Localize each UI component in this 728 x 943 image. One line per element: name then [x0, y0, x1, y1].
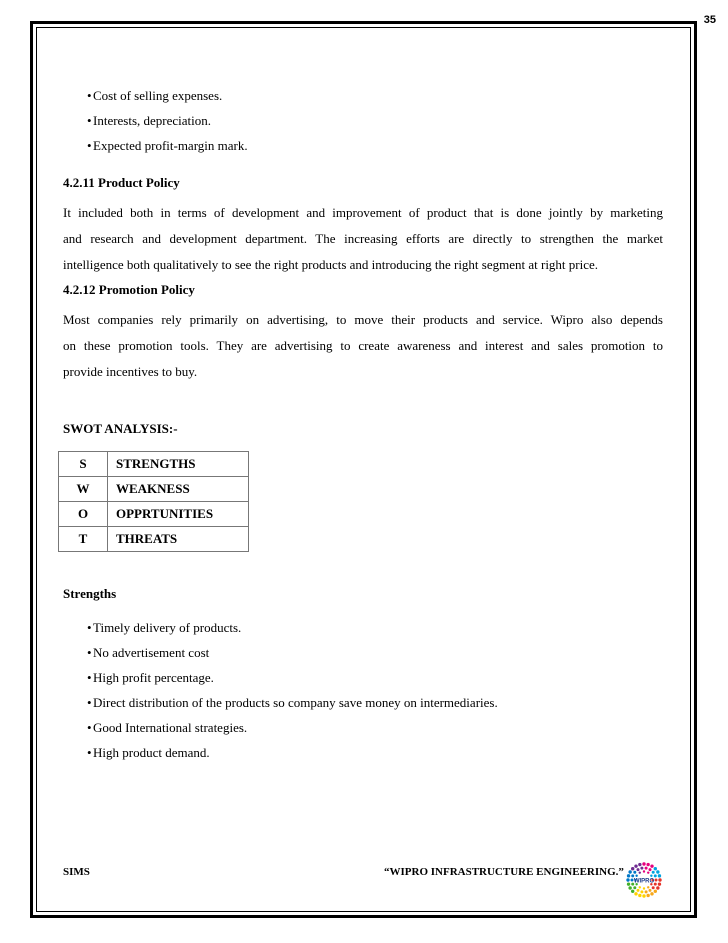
logo-dot: [652, 871, 655, 874]
logo-dot: [631, 890, 634, 893]
logo-dot: [654, 874, 657, 877]
logo-dot: [638, 894, 641, 897]
logo-dot: [628, 886, 631, 889]
logo-dot: [654, 867, 657, 870]
logo-dot: [639, 871, 641, 873]
strengths-heading: Strengths: [63, 586, 117, 601]
logo-dot: [634, 864, 637, 867]
logo-dot: [635, 875, 637, 877]
list-item: [63, 620, 663, 645]
list-item-text: High profit percentage.: [93, 670, 214, 685]
logo-dot: [647, 871, 649, 873]
paragraph-line: Most companies rely primarily on advertising, to move their products and service. Wipro also depends: [63, 312, 663, 327]
logo-dot: [633, 871, 636, 874]
list-item: [63, 138, 663, 163]
promotion-policy-paragraph: [63, 307, 663, 385]
logo-dot: [637, 889, 640, 892]
logo-dot: [645, 890, 648, 893]
paragraph-line: provide incentives to buy.: [63, 364, 198, 379]
bullet-icon: •: [87, 138, 92, 153]
wipro-logo-icon: [624, 860, 664, 900]
list-item-text: Good International strategies.: [93, 720, 248, 735]
bullet-icon: •: [87, 645, 92, 660]
list-item-text: High product demand.: [93, 745, 210, 760]
logo-dot: [654, 890, 657, 893]
logo-dot: [640, 890, 643, 893]
logo-dot: [642, 894, 645, 897]
list-item-text: Expected profit-margin mark.: [93, 138, 248, 153]
logo-dot: [650, 864, 653, 867]
logo-dot: [647, 886, 649, 888]
logo-dot: [652, 886, 655, 889]
logo-dot: [656, 886, 659, 889]
bullet-icon: •: [87, 620, 92, 635]
swot-letter: O: [59, 502, 108, 527]
logo-dot: [628, 870, 631, 873]
list-item-text: Interests, depreciation.: [93, 113, 212, 128]
product-policy-heading: 4.2.11 Product Policy: [63, 175, 180, 190]
swot-heading: SWOT ANALYSIS:-: [63, 421, 178, 436]
logo-dot: [637, 868, 640, 871]
logo-dot: [649, 889, 652, 892]
swot-word: THREATS: [108, 527, 249, 552]
list-item: [63, 745, 663, 770]
bullet-icon: •: [87, 113, 92, 128]
bullet-icon: •: [87, 745, 92, 760]
list-item-text: Timely delivery of products.: [93, 620, 242, 635]
swot-letter: T: [59, 527, 108, 552]
bullet-icon: •: [87, 670, 92, 685]
logo-dot: [650, 892, 653, 895]
page-content: [63, 80, 663, 770]
paragraph-line: intelligence both qualitatively to see the right products and introducing the right segment at right price.: [63, 257, 599, 272]
logo-dot: [656, 870, 659, 873]
logo-dot: [643, 870, 645, 872]
footer-left-text: SIMS: [63, 866, 90, 878]
logo-dot: [650, 875, 652, 877]
table-row: [59, 527, 249, 552]
swot-table: [58, 451, 249, 552]
logo-dot: [642, 862, 645, 865]
list-item: [63, 720, 663, 745]
list-item: [63, 670, 663, 695]
swot-word: STRENGTHS: [108, 452, 249, 477]
paragraph-line: on these promotion tools. They are advertising to create awareness and interest and sales promotion to: [63, 338, 663, 353]
logo-dot: [643, 887, 645, 889]
logo-dot: [646, 894, 649, 897]
logo-dot: [654, 883, 657, 886]
paragraph-line: and research and development department. The increasing efforts are directly to strengthen the market: [63, 231, 663, 246]
logo-dot: [627, 874, 630, 877]
list-item: [63, 695, 663, 720]
logo-dot: [658, 878, 661, 881]
logo-dot: [645, 867, 648, 870]
logo-dot: [640, 867, 643, 870]
list-item-text: Cost of selling expenses.: [93, 88, 223, 103]
list-item: [63, 88, 663, 113]
page-number: 35: [703, 14, 716, 26]
table-row: [59, 502, 249, 527]
list-item: [63, 645, 663, 670]
logo-dot: [631, 867, 634, 870]
product-policy-paragraph: [63, 200, 663, 278]
logo-dot: [646, 863, 649, 866]
bullet-icon: •: [87, 88, 92, 103]
paragraph-line: It included both in terms of development and improvement of product that is done jointly by marketing: [63, 205, 663, 220]
strengths-bullet-list: [63, 620, 663, 770]
logo-dot: [634, 892, 637, 895]
logo-dot: [639, 886, 641, 888]
swot-word: WEAKNESS: [108, 477, 249, 502]
logo-dot: [655, 879, 658, 882]
logo-dot: [633, 886, 636, 889]
logo-dot: [626, 878, 629, 881]
table-row: [59, 452, 249, 477]
logo-dot: [649, 868, 652, 871]
bullet-icon: •: [87, 695, 92, 710]
logo-dot: [627, 882, 630, 885]
swot-word: OPPRTUNITIES: [108, 502, 249, 527]
bullet-icon: •: [87, 720, 92, 735]
promotion-policy-heading: 4.2.12 Promotion Policy: [63, 282, 195, 297]
logo-dot: [658, 882, 661, 885]
logo-dot: [631, 874, 634, 877]
intro-bullet-list: [63, 88, 663, 163]
swot-letter: W: [59, 477, 108, 502]
list-item-text: No advertisement cost: [93, 645, 210, 660]
footer-right-text: “WIPRO INFRASTRUCTURE ENGINEERING.”: [384, 866, 624, 878]
swot-letter: S: [59, 452, 108, 477]
logo-text: WIPRO: [633, 878, 655, 885]
logo-dot: [638, 863, 641, 866]
list-item-text: Direct distribution of the products so company save money on intermediaries.: [93, 695, 498, 710]
list-item: [63, 113, 663, 138]
table-row: [59, 477, 249, 502]
logo-dot: [658, 874, 661, 877]
